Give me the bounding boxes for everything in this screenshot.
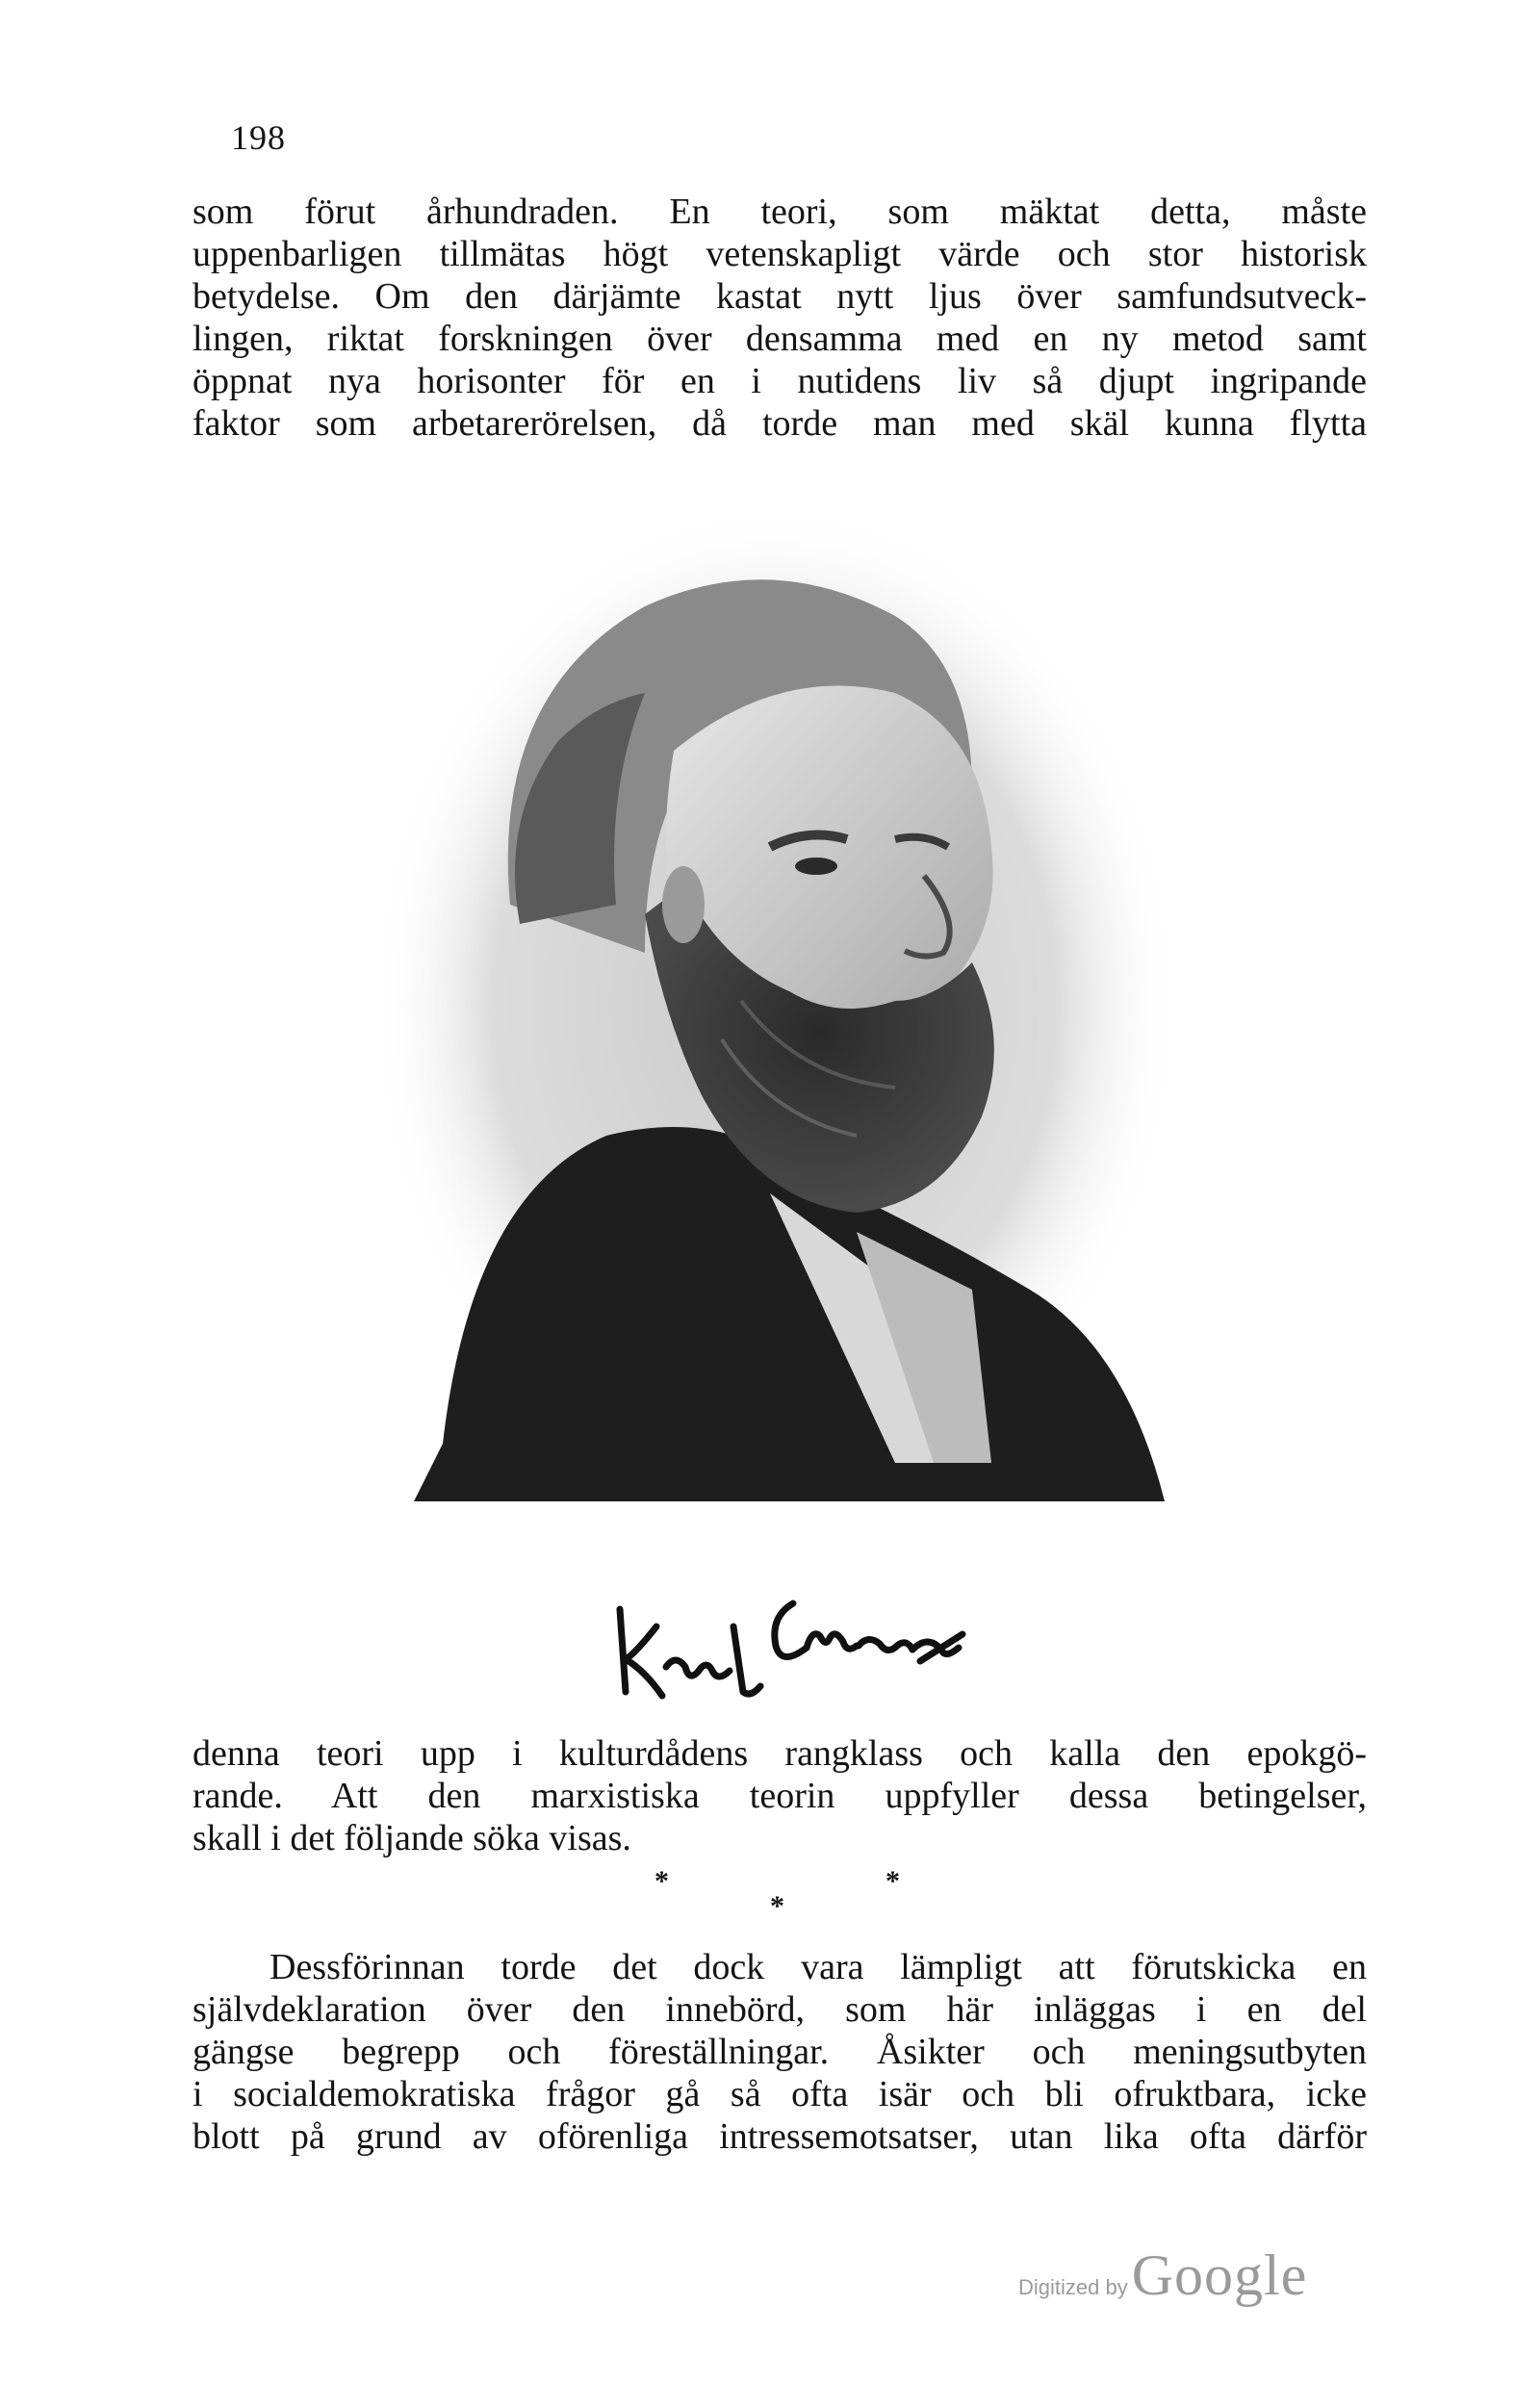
watermark-prefix: Digitized by — [1018, 2275, 1128, 2299]
text-line: öppnat nya horisonter för en i nutidens liv så djupt ingripande — [192, 361, 1367, 401]
text-line: i socialdemokratiska frågor gå så ofta isär och bli ofruktbara, icke — [192, 2074, 1367, 2114]
text-line: Dessförinnan torde det dock vara lämpligt att förutskicka en — [270, 1947, 1367, 1987]
text-line: lingen, riktat forskningen över densamma med en ny metod samt — [192, 319, 1367, 359]
asterisk: * — [886, 1865, 900, 1897]
signature-karl-marx — [606, 1578, 972, 1713]
paragraph-continuation — [192, 1732, 1367, 1859]
text-line: uppenbarligen tillmätas högt vetenskapligt värde och stor historisk — [192, 234, 1367, 274]
text-line: som förut århundraden. En teori, som mäktat detta, måste — [192, 192, 1367, 232]
paragraph-new-section — [192, 1946, 1367, 2158]
text-line: betydelse. Om den därjämte kastat nytt ljus över samfundsutveck- — [192, 276, 1367, 317]
asterisk: * — [654, 1865, 669, 1897]
asterisk: * — [770, 1890, 784, 1922]
page-number: 198 — [231, 118, 286, 157]
text-line: denna teori upp i kulturdådens rangklass och kalla den epokgö- — [192, 1733, 1367, 1774]
text-line: faktor som arbetarerörelsen, då torde man med skäl kunna flytta — [192, 403, 1367, 444]
portrait-image — [356, 500, 1194, 1511]
google-digitized-watermark — [1018, 2242, 1307, 2309]
google-logo: Google — [1131, 2243, 1308, 2307]
text-line: självdeklaration över den innebörd, som här inläggas i en del — [192, 1989, 1367, 2030]
text-line: gängse begrepp och föreställningar. Åsikter och meningsutbyten — [192, 2032, 1367, 2072]
paragraph-opening — [192, 191, 1367, 445]
text-line: skall i det följande söka visas. — [192, 1818, 631, 1858]
section-break — [578, 1867, 962, 1934]
text-line: blott på grund av oförenliga intressemotsatser, utan lika ofta därför — [192, 2116, 1367, 2157]
text-line: rande. Att den marxistiska teorin uppfyller dessa betingelser, — [192, 1776, 1367, 1816]
